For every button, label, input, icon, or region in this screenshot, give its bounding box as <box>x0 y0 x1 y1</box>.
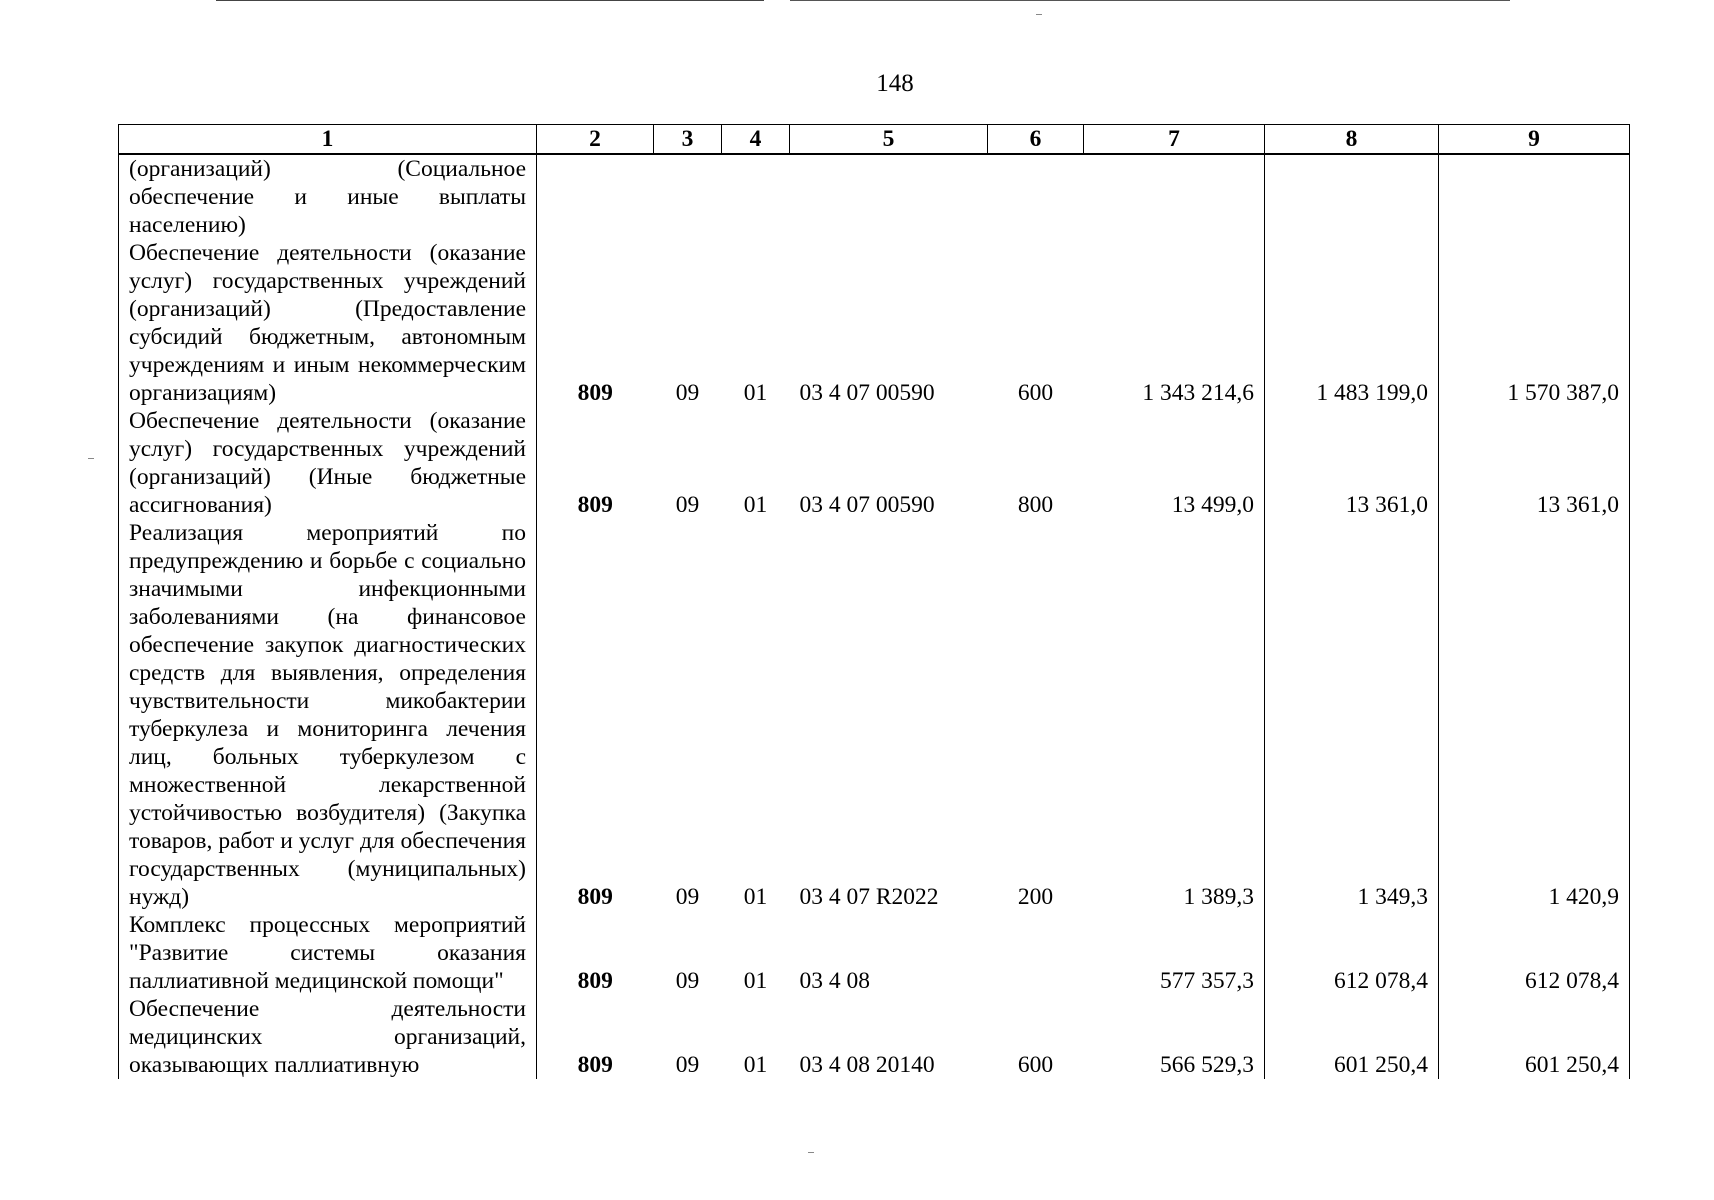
amount-col8: 612 078,4 <box>1265 911 1439 995</box>
row-description: Комплекс процессных мероприятий "Развитие системы оказания паллиативной медицинской помощи" <box>119 911 537 995</box>
section-code <box>654 154 722 239</box>
table-row <box>119 407 1630 519</box>
expense-type-code: 200 <box>1017 884 1054 910</box>
scan-speck <box>88 458 94 459</box>
ministry-code: 809 <box>537 911 654 995</box>
ministry-code: 809 <box>537 407 654 519</box>
amount-col7: 13 499,0 <box>1084 407 1265 519</box>
table-row <box>119 239 1630 407</box>
scan-speck <box>808 1152 814 1153</box>
target-article-code: 03 4 07 R2022 <box>799 884 939 910</box>
expense-type-code: 800 <box>1017 492 1054 518</box>
row-description: (организаций) (Социальное обеспечение и иные выплаты населению) <box>119 154 537 239</box>
ministry-code: 809 <box>537 519 654 911</box>
expense-type-code <box>988 911 1084 995</box>
column-header: 7 <box>1084 125 1265 155</box>
subsection-code: 01 <box>743 968 768 994</box>
row-description: Реализация мероприятий по предупреждению и борьбе с социально значимыми инфекционными заболеваниями (на финансовое обеспечение закупок диагностических средств для выявления, определения чувствительности микобактерии туберкулеза и мониторинга лечения лиц, больных туберкулезом с множественной лекарственной устойчивостью возбудителя) (Закупка товаров, работ и услуг для обеспечения государственных (муниципальных) нужд) <box>119 519 537 911</box>
row-description: Обеспечение деятельности (оказание услуг) государственных учреждений (организаций) (Иные бюджетные ассигнования) <box>119 407 537 519</box>
amount-col9: 601 250,4 <box>1439 995 1630 1079</box>
target-article-code: 03 4 08 20140 <box>799 1052 935 1078</box>
amount-col8: 13 361,0 <box>1265 407 1439 519</box>
amount-col7: 1 389,3 <box>1084 519 1265 911</box>
column-header: 3 <box>654 125 722 155</box>
expense-type-code: 600 <box>1017 380 1054 406</box>
expense-type-code: 600 <box>1017 1052 1054 1078</box>
target-article-code: 03 4 07 00590 <box>799 492 935 518</box>
subsection-code: 01 <box>743 1052 768 1078</box>
target-article-code <box>790 154 988 239</box>
amount-col8 <box>1265 154 1439 239</box>
subsection-code: 01 <box>743 884 768 910</box>
ministry-code: 809 <box>537 239 654 407</box>
column-header: 4 <box>722 125 790 155</box>
ministry-code <box>537 154 654 239</box>
column-header: 2 <box>537 125 654 155</box>
amount-col8: 1 483 199,0 <box>1265 239 1439 407</box>
amount-col8: 1 349,3 <box>1265 519 1439 911</box>
ministry-code: 809 <box>537 995 654 1079</box>
section-code: 09 <box>675 884 700 910</box>
column-header: 8 <box>1265 125 1439 155</box>
scan-speck <box>1036 14 1042 15</box>
subsection-code: 01 <box>743 380 768 406</box>
amount-col9: 1 420,9 <box>1439 519 1630 911</box>
expense-type-code <box>988 154 1084 239</box>
amount-col7 <box>1084 154 1265 239</box>
column-header: 1 <box>119 125 537 155</box>
amount-col9: 1 570 387,0 <box>1439 239 1630 407</box>
amount-col9: 13 361,0 <box>1439 407 1630 519</box>
table-row <box>119 154 1630 239</box>
amount-col7: 1 343 214,6 <box>1084 239 1265 407</box>
scan-edge-line <box>216 0 764 1</box>
target-article-code: 03 4 07 00590 <box>799 380 935 406</box>
column-header: 9 <box>1439 125 1630 155</box>
column-header: 6 <box>988 125 1084 155</box>
table-row <box>119 995 1630 1079</box>
target-article-code: 03 4 08 <box>799 968 870 994</box>
section-code: 09 <box>675 1052 700 1078</box>
table-row <box>119 911 1630 995</box>
amount-col7: 566 529,3 <box>1084 995 1265 1079</box>
header-row <box>119 125 1630 155</box>
column-header: 5 <box>790 125 988 155</box>
amount-col8: 601 250,4 <box>1265 995 1439 1079</box>
table-row <box>119 519 1630 911</box>
scan-edge-line <box>790 0 1510 1</box>
section-code: 09 <box>675 380 700 406</box>
subsection-code <box>722 154 790 239</box>
section-code: 09 <box>675 492 700 518</box>
subsection-code: 01 <box>743 492 768 518</box>
budget-table <box>118 124 1630 1079</box>
amount-col9: 612 078,4 <box>1439 911 1630 995</box>
section-code: 09 <box>675 968 700 994</box>
row-description: Обеспечение деятельности медицинских организаций, оказывающих паллиативную <box>119 995 537 1079</box>
amount-col7: 577 357,3 <box>1084 911 1265 995</box>
page-number: 148 <box>876 70 914 97</box>
amount-col9 <box>1439 154 1630 239</box>
row-description: Обеспечение деятельности (оказание услуг) государственных учреждений (организаций) (Предоставление субсидий бюджетным, автономным учреждениям и иным некоммерческим организациям) <box>119 239 537 407</box>
